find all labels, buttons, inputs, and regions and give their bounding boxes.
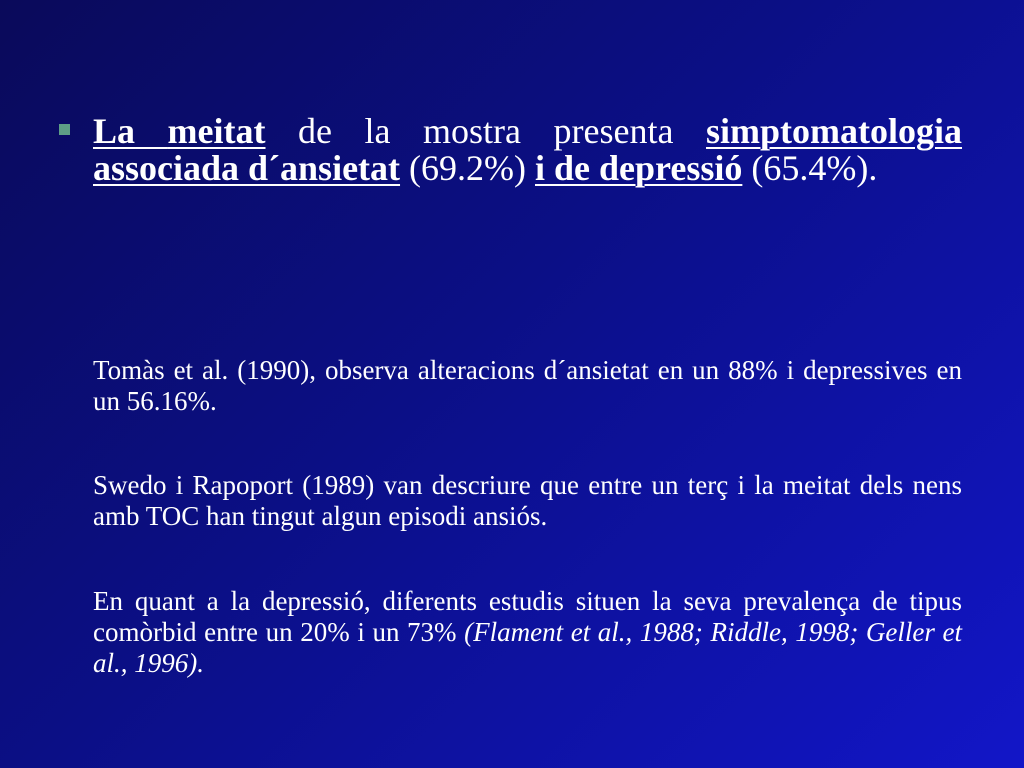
paragraph-depressio-text: En quant a la depressió, diferents estudis situen la seva prevalença de tipus comòrbid entre un 20% i un 73% <box>93 586 962 647</box>
main-statement-space <box>135 111 168 151</box>
main-statement-depression-value: (65.4%). <box>742 148 878 188</box>
square-bullet-icon <box>59 124 70 135</box>
paragraph-swedo: Swedo i Rapoport (1989) van descriure que entre un terç i la meitat dels nens amb TOC han tingut algun episodi ansiós. <box>93 470 962 531</box>
main-statement-anxiety-value: (69.2%) <box>400 148 535 188</box>
main-statement-meitat: meitat <box>167 111 266 151</box>
main-statement-la: La <box>93 111 136 151</box>
main-statement-text: de la mostra presenta <box>265 111 707 151</box>
main-statement-depression: i de depressió <box>535 148 743 188</box>
paragraph-depressio-references: (Flament et al., 1988; Riddle, 1998; Geller et al., 1996). <box>93 617 962 678</box>
paragraph-depressio <box>93 586 962 679</box>
paragraph-tomas: Tomàs et al. (1990), observa alteracions d´ansietat en un 88% i depressives en un 56.16%. <box>93 355 962 416</box>
main-statement <box>93 113 962 187</box>
main-statement-anxiety: simptomatologia associada d´ansietat <box>93 111 963 188</box>
